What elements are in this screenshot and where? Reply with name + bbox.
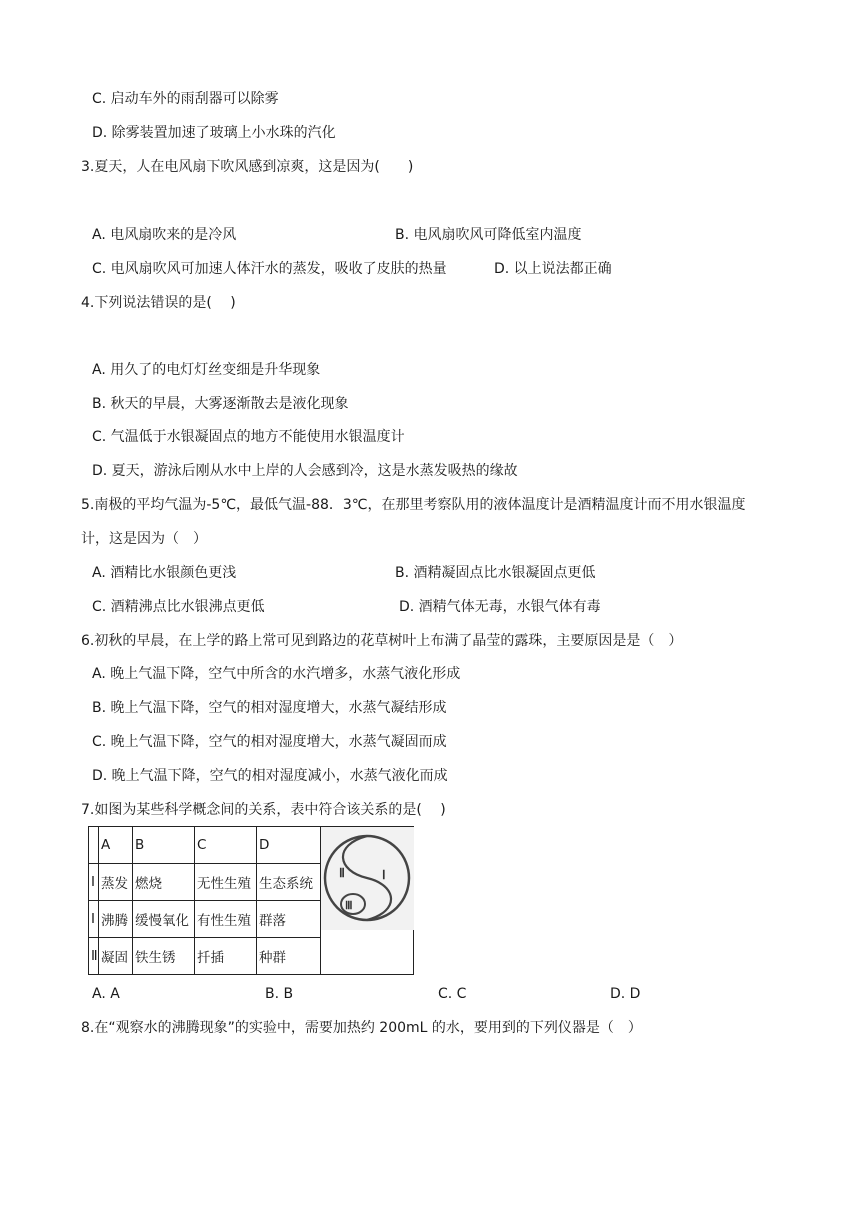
q2-option-d: D. 除雾装置加速了玻璃上小水珠的汽化 xyxy=(92,125,336,141)
table-cell: 无性生殖 xyxy=(195,864,257,901)
table-cell: 种群 xyxy=(257,938,321,975)
q6-option-d: D. 晚上气温下降，空气的相对湿度减小，水蒸气液化而成 xyxy=(92,768,448,784)
table-cell: Ⅰ xyxy=(89,901,99,938)
q4-option-d: D. 夏天，游泳后刚从水中上岸的人会感到冷，这是水蒸发吸热的缘故 xyxy=(92,463,518,479)
table-cell: A xyxy=(99,827,133,864)
table-cell: D xyxy=(257,827,321,864)
q5-option-c: C. 酒精沸点比水银沸点更低 xyxy=(92,599,265,615)
q4-option-b: B. 秋天的早晨，大雾逐渐散去是液化现象 xyxy=(92,396,349,412)
q4-option-a: A. 用久了的电灯灯丝变细是升华现象 xyxy=(92,362,321,378)
q5-option-d: D. 酒精气体无毒，水银气体有毒 xyxy=(399,599,601,615)
q3-option-c: C. 电风扇吹风可加速人体汗水的蒸发，吸收了皮肤的热量 xyxy=(92,261,447,277)
table-cell xyxy=(89,827,99,864)
table-cell: 群落 xyxy=(257,901,321,938)
q7-option-a: A. A xyxy=(92,986,120,1002)
table-cell: 凝固 xyxy=(99,938,133,975)
q6-option-b: B. 晚上气温下降，空气的相对湿度增大，水蒸气凝结形成 xyxy=(92,700,447,716)
table-cell: 生态系统 xyxy=(257,864,321,901)
concept-relationship-diagram xyxy=(321,827,414,930)
q8-stem: 8.在“观察水的沸腾现象”的实验中，需要加热约 200mL 的水，要用到的下列仪器是（ ） xyxy=(81,1020,642,1036)
table-cell: B xyxy=(133,827,195,864)
diagram-svg xyxy=(321,827,414,930)
table-cell: 铁生锈 xyxy=(133,938,195,975)
q4-option-c: C. 气温低于水银凝固点的地方不能使用水银温度计 xyxy=(92,429,405,445)
table-cell: 沸腾 xyxy=(99,901,133,938)
q6-option-c: C. 晚上气温下降，空气的相对湿度增大，水蒸气凝固而成 xyxy=(92,734,447,750)
q7-option-d: D. D xyxy=(610,986,641,1002)
q3-option-b: B. 电风扇吹风可降低室内温度 xyxy=(395,227,582,243)
q3-stem: 3.夏天，人在电风扇下吹风感到凉爽，这是因为( ) xyxy=(81,159,414,175)
q5-stem-line1: 5.南极的平均气温为-5℃，最低气温-88．3℃，在那里考察队用的液体温度计是酒精温度计而不用水银温度 xyxy=(81,497,746,513)
q6-option-a: A. 晚上气温下降，空气中所含的水汽增多，水蒸气液化形成 xyxy=(92,666,461,682)
table-cell: 有性生殖 xyxy=(195,901,257,938)
table-cell: 燃烧 xyxy=(133,864,195,901)
table-cell: Ⅱ xyxy=(89,938,99,975)
q7-stem: 7.如图为某些科学概念间的关系，表中符合该关系的是( ) xyxy=(81,802,446,818)
q7-option-b: B. B xyxy=(265,986,294,1002)
q2-option-c: C. 启动车外的雨刮器可以除雾 xyxy=(92,91,279,107)
q5-option-b: B. 酒精凝固点比水银凝固点更低 xyxy=(395,565,596,581)
region-label-3: Ⅲ xyxy=(345,900,353,912)
q3-option-a: A. 电风扇吹来的是冷风 xyxy=(92,227,237,243)
q7-option-c: C. C xyxy=(438,986,467,1002)
q5-option-a: A. 酒精比水银颜色更浅 xyxy=(92,565,237,581)
table-cell: Ⅰ xyxy=(89,864,99,901)
q3-option-d: D. 以上说法都正确 xyxy=(494,261,612,277)
region-label-1: Ⅰ xyxy=(382,868,386,882)
table-cell: 蒸发 xyxy=(99,864,133,901)
q5-stem-line2: 计，这是因为（ ） xyxy=(81,531,207,547)
table-cell: 缓慢氧化 xyxy=(133,901,195,938)
region-label-2: Ⅱ xyxy=(339,866,345,880)
table-cell: 扦插 xyxy=(195,938,257,975)
q4-stem: 4.下列说法错误的是( ) xyxy=(81,295,236,311)
table-cell: C xyxy=(195,827,257,864)
q6-stem: 6.初秋的早晨，在上学的路上常可见到路边的花草树叶上布满了晶莹的露珠，主要原因是是（ ） xyxy=(81,633,683,649)
